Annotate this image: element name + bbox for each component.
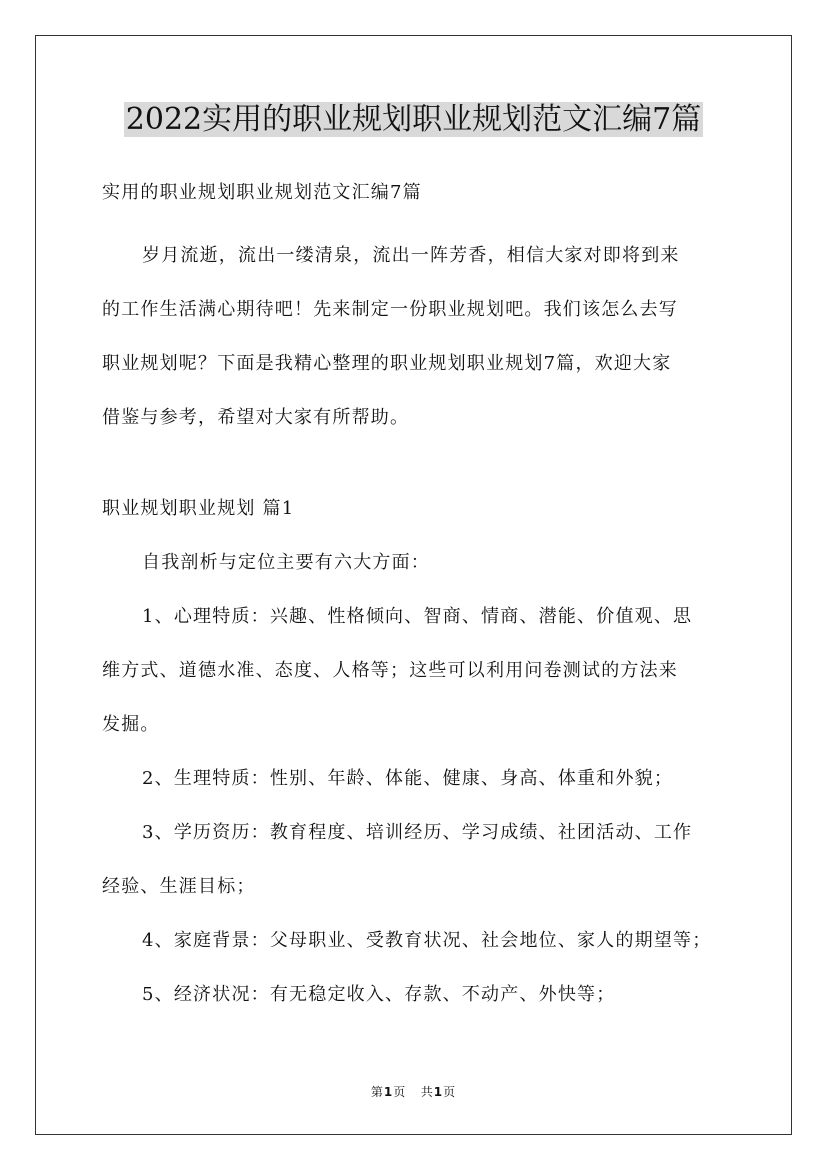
intro-line: 借鉴与参考，希望对大家有所帮助。	[102, 407, 410, 428]
item-line: 4、家庭背景：父母职业、受教育状况、社会地位、家人的期望等；	[142, 930, 712, 951]
item-line: 维方式、道德水准、态度、人格等；这些可以利用问卷测试的方法来	[102, 660, 678, 681]
intro-line: 职业规划呢？下面是我精心整理的职业规划职业规划7篇，欢迎大家	[102, 353, 672, 374]
item-line: 5、经济状况：有无稳定收入、存款、不动产、外快等；	[142, 984, 616, 1005]
item-line: 经验、生涯目标；	[102, 876, 256, 897]
item-line: 2、生理特质：性别、年龄、体能、健康、身高、体重和外貌；	[142, 768, 674, 789]
page-prefix: 第	[370, 1085, 384, 1099]
item-line: 3、学历资历：教育程度、培训经历、学习成绩、社团活动、工作	[142, 822, 693, 843]
item-line: 1、心理特质：兴趣、性格倾向、智商、情商、潜能、价值观、思	[142, 606, 693, 627]
item-5	[102, 968, 727, 1022]
page-suffix: 页	[393, 1085, 407, 1099]
total-suffix: 页	[443, 1085, 457, 1099]
intro-line: 的工作生活满心期待吧！先来制定一份职业规划吧。我们该怎么去写	[102, 299, 678, 320]
item-4	[102, 914, 727, 968]
item-2	[102, 752, 727, 806]
document-body	[102, 175, 727, 1022]
intro-line: 岁月流逝，流出一缕清泉，流出一阵芳香，相信大家对即将到来	[142, 245, 680, 266]
item-1	[102, 590, 727, 752]
page-footer	[0, 1083, 827, 1100]
section-lead-paragraph	[102, 536, 727, 590]
section-lead: 自我剖析与定位主要有六大方面：	[142, 552, 430, 573]
total-prefix: 共	[420, 1085, 434, 1099]
total-number: 1	[433, 1085, 444, 1099]
subtitle: 实用的职业规划职业规划范文汇编7篇	[102, 182, 422, 203]
document-title: 2022实用的职业规划职业规划范文汇编7篇	[125, 102, 702, 137]
page-number: 1	[383, 1085, 394, 1099]
spacer	[102, 445, 727, 491]
item-3	[102, 806, 727, 914]
intro-paragraph	[102, 229, 727, 445]
section-heading: 职业规划职业规划 篇1	[102, 498, 295, 519]
item-line: 发掘。	[102, 714, 160, 735]
